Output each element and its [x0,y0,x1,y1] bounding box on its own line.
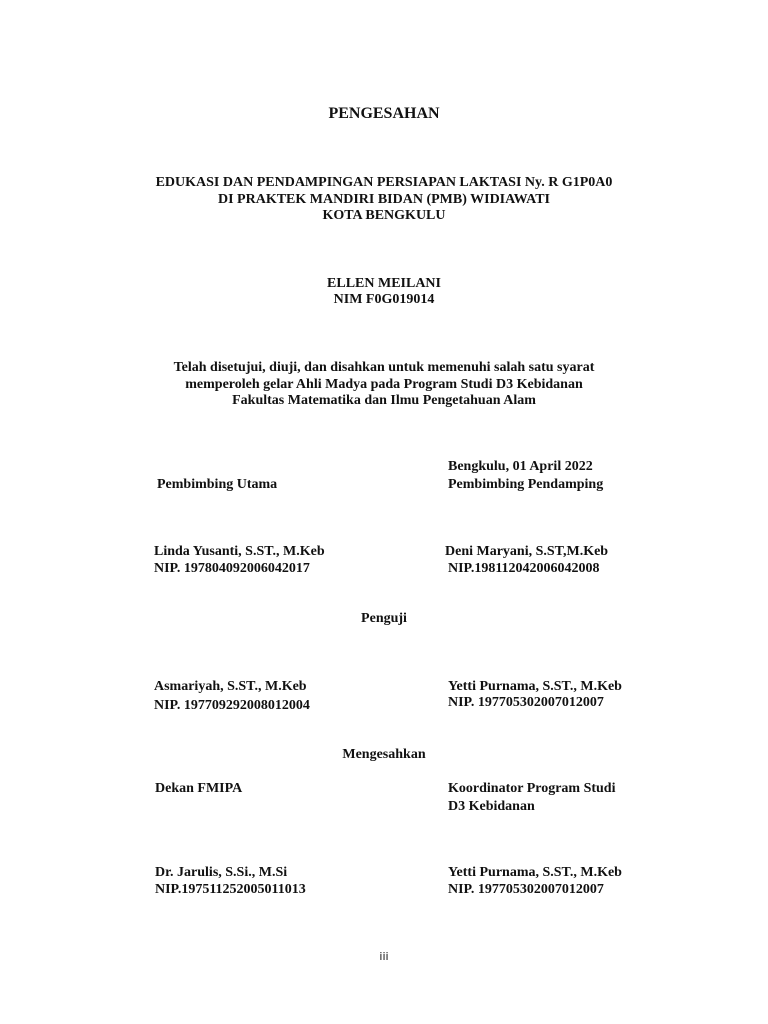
coordinator-role-line-1: Koordinator Program Studi [448,781,616,796]
dean-nip: NIP.197511252005011013 [155,882,306,897]
examiner-1-name: Asmariyah, S.ST., M.Keb [154,679,307,694]
examiner-1-nip: NIP. 197709292008012004 [154,698,310,713]
place-date: Bengkulu, 01 April 2022 [448,459,593,474]
author-nim: NIM F0G019014 [333,292,435,307]
co-supervisor-nip: NIP.198112042006042008 [448,561,600,576]
report-title-line-2: DI PRAKTEK MANDIRI BIDAN (PMB) WIDIAWATI [217,192,550,207]
examiners-heading: Penguji [361,611,407,626]
co-supervisor-name: Deni Maryani, S.ST,M.Keb [445,544,609,559]
statement-line-3: Fakultas Matematika dan Ilmu Pengetahuan Alam [232,393,536,408]
statement-line-2: memperoleh gelar Ahli Madya pada Program Studi D3 Kebidanan [185,377,583,392]
coordinator-nip: NIP. 197705302007012007 [448,882,604,897]
report-title-line-1: EDUKASI DAN PENDAMPINGAN PERSIAPAN LAKTASI Ny. R G1P0A0 [155,175,613,190]
co-supervisor-role: Pembimbing Pendamping [448,477,604,492]
report-title-line-3: KOTA BENGKULU [322,208,446,223]
author-name: ELLEN MEILANI [327,276,441,291]
main-supervisor-role: Pembimbing Utama [157,477,278,492]
endorsement-heading: Mengesahkan [342,747,426,762]
examiner-2-name: Yetti Purnama, S.ST., M.Keb [448,679,622,694]
main-supervisor-name: Linda Yusanti, S.ST., M.Keb [154,544,325,559]
dean-role: Dekan FMIPA [155,781,243,796]
examiner-2-nip: NIP. 197705302007012007 [448,695,604,710]
coordinator-role-line-2: D3 Kebidanan [448,799,535,814]
page-title: PENGESAHAN [328,105,440,122]
dean-name: Dr. Jarulis, S.Si., M.Si [155,865,288,880]
main-supervisor-nip: NIP. 197804092006042017 [154,561,310,576]
page-number: iii [379,950,389,963]
coordinator-name: Yetti Purnama, S.ST., M.Keb [448,865,622,880]
statement-line-1: Telah disetujui, diuji, dan disahkan untuk memenuhi salah satu syarat [173,360,595,375]
